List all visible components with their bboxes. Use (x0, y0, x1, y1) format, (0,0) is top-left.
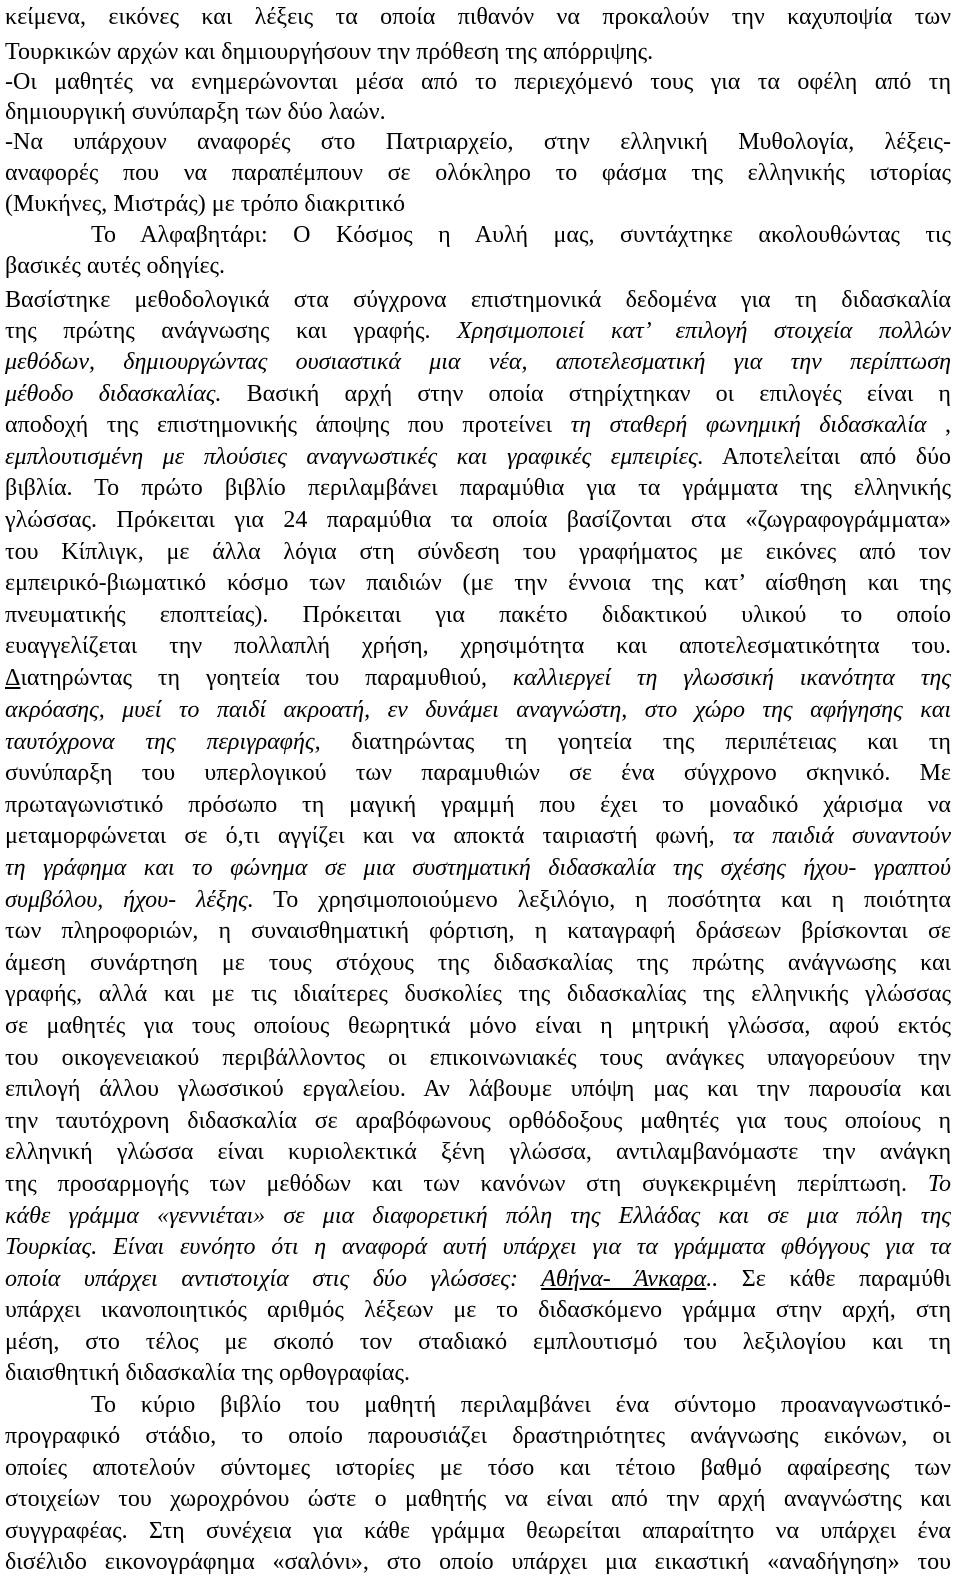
text-line: της προσαρμογής των μεθόδων και των κανόνων στη συγκεκριμένη περίπτωση. Το (5, 1171, 951, 1197)
text-line: συγγραφέας. Στη συνέχεια για κάθε γράμμα θεωρείται απαραίτητο να υπάρχει ένα (5, 1518, 951, 1544)
text-line: (Μυκήνες, Μιστράς) με τρόπο διακριτικό (5, 191, 405, 217)
text-line: διαισθητική διδασκαλία της ορθογραφίας. (5, 1360, 410, 1386)
text-line: μέση, στο τέλος με σκοπό τον σταδιακό εμπλουτισμό του λεξιλογίου και τη (5, 1329, 951, 1355)
text-line: βιβλία. Το πρώτο βιβλίο περιλαμβάνει παραμύθια για τα γράμματα της ελληνικής (5, 475, 951, 501)
text-line: της πρώτης ανάγνωσης και γραφής. Χρησιμοποιεί κατ’ επιλογή στοιχεία πολλών (5, 318, 951, 344)
text-line: του Κίπλιγκ, με άλλα λόγια στη σύνδεση του γραφήματος με εικόνες από τον (5, 539, 951, 565)
text-line: -Οι μαθητές να ενημερώνονται μέσα από το περιεχόμενό τους για τα οφέλη από τη (5, 69, 951, 95)
text-line: αναφορές που να παραπέμπουν σε ολόκληρο το φάσμα της ελληνικής ιστορίας (5, 160, 951, 186)
text-line: Το κύριο βιβλίο του μαθητή περιλαμβάνει ένα σύντομο προαναγνωστικό- (91, 1392, 951, 1418)
text-line: Τουρκικών αρχών και δημιουργήσουν την πρόθεση της απόρριψης. (5, 39, 654, 65)
text-line: ευαγγελίζεται την πολλαπλή χρήση, χρησιμότητα και αποτελεσματικότητα του. (5, 633, 951, 659)
text-line: πρωταγωνιστικό πρόσωπο τη μαγική γραμμή που έχει το μοναδικό χάρισμα να (5, 792, 951, 818)
text-line: προγραφικό στάδιο, το οποίο παρουσιάζει δραστηριότητες ανάγνωσης εικόνων, οι (5, 1423, 951, 1449)
text-line: Το Αλφαβητάρι: Ο Κόσμος η Αυλή μας, συντάχτηκε ακολουθώντας τις (91, 222, 952, 248)
text-line: μεθόδων, δημιουργώντας ουσιαστικά μια νέα, αποτελεσματική για την περίπτωση (5, 349, 951, 375)
text-line: συνύπαρξη του υπερλογικού των παραμυθιών σε ένα σύγχρονο σκηνικό. Με (5, 760, 951, 786)
text-line: ελληνική γλώσσα είναι κυριολεκτικά ξένη γλώσσα, αντιλαμβανόμαστε την ανάγκη (5, 1139, 951, 1165)
text-line: αποδοχή της επιστημονικής άποψης που προτείνει τη σταθερή φωνημική διδασκαλία , (5, 412, 951, 438)
text-line: ταυτόχρονα της περιγραφής, διατηρώντας τη γοητεία της περιπέτειας και τη (5, 729, 951, 755)
text-line: Τουρκίας. Είναι ευνόητο ότι η αναφορά αυτή υπάρχει για τα γράμματα φθόγγους για τα (5, 1234, 951, 1260)
text-line: στοιχείων του χωροχρόνου ώστε ο μαθητής να είναι από την αρχή αναγνώστης και (5, 1486, 951, 1512)
text-line: των πληροφοριών, η συναισθηματική φόρτιση, η καταγραφή δράσεων βρίσκονται σε (5, 918, 951, 944)
text-line: κάθε γράμμα «γεννιέται» σε μια διαφορετική πόλη της Ελλάδας και σε μια πόλη της (5, 1203, 951, 1229)
text-line: οποία υπάρχει αντιστοιχία στις δύο γλώσσες: Αθήνα- Άνκαρα.. Σε κάθε παραμύθι (5, 1266, 952, 1292)
text-line: κείμενα, εικόνες και λέξεις τα οποία πιθανόν να προκαλούν την καχυποψία των (5, 4, 951, 30)
text-line: του οικογενειακού περιβάλλοντος οι επικοινωνιακές τους ανάγκες υπαγορεύουν την (5, 1045, 951, 1071)
text-line: δισέλιδο εικονογράφημα «σαλόνι», στο οποίο υπάρχει μια εικαστική «αναδήγηση» του (5, 1549, 951, 1575)
text-line: πνευματικής εποπτείας). Πρόκειται για πακέτο διδακτικού υλικού το οποίο (5, 602, 951, 628)
text-line: άμεση συνάρτηση με τους στόχους της διδασκαλίας της πρώτης ανάγνωσης και (5, 950, 951, 976)
text-line: Βασίστηκε μεθοδολογικά στα σύγχρονα επιστημονικά δεδομένα για τη διδασκαλία (5, 287, 951, 313)
text-line: βασικές αυτές οδηγίες. (5, 253, 226, 279)
text-line: ακρόασης, μυεί το παιδί ακροατή, εν δυνάμει αναγνώστη, στο χώρο της αφήγησης και (5, 697, 951, 723)
text-line: οποίες αποτελούν σύντομες ιστορίες με τόσο και τέτοιο βαθμό αφαίρεσης των (5, 1455, 951, 1481)
text-line: δημιουργική συνύπαρξη των δύο λαών. (5, 99, 386, 125)
text-line: μεταμορφώνεται σε ό,τι αγγίζει και να αποκτά ταιριαστή φωνή, τα παιδιά συναντούν (5, 823, 951, 849)
text-line: εμπλουτισμένη με πλούσιες αναγνωστικές και γραφικές εμπειρίες. Αποτελείται από δύο (5, 444, 951, 470)
text-line: σε μαθητές για τους οποίους θεωρητικά μόνο είναι η μητρική γλώσσα, αφού εκτός (5, 1013, 951, 1039)
text-line: συμβόλου, ήχου- λέξης. Το χρησιμοποιούμενο λεξιλόγιο, η ποσότητα και η ποιότητα (5, 887, 951, 913)
text-line: -Να υπάρχουν αναφορές στο Πατριαρχείο, στην ελληνική Μυθολογία, λέξεις- (5, 129, 951, 155)
text-line: υπάρχει ικανοποιητικός αριθμός λέξεων με το διδασκόμενο γράμμα στην αρχή, στη (5, 1297, 951, 1323)
text-line: τη γράφημα και το φώνημα σε μια συστηματική διδασκαλία της σχέσης ήχου- γραπτού (5, 855, 951, 881)
text-line: Διατηρώντας τη γοητεία του παραμυθιού, καλλιεργεί τη γλωσσική ικανότητα της (5, 665, 951, 691)
text-line: επιλογή άλλου γλωσσικού εργαλείου. Αν λάβουμε υπόψη μας και την παρουσία και (5, 1076, 951, 1102)
text-line: γραφής, αλλά και με τις ιδιαίτερες δυσκολίες της διδασκαλίας της ελληνικής γλώσσας (5, 981, 951, 1007)
text-line: γλώσσας. Πρόκειται για 24 παραμύθια τα οποία βασίζονται στα «ζωγραφογράμματα» (5, 507, 951, 533)
text-line: μέθοδο διδασκαλίας. Βασική αρχή στην οποία στηρίχτηκαν οι επιλογές είναι η (5, 381, 951, 407)
text-line: την ταυτόχρονη διδασκαλία σε αραβόφωνους ορθόδοξους μαθητές για τους οποίους η (5, 1108, 951, 1134)
text-line: εμπειρικό-βιωματικό κόσμο των παιδιών (με την έννοια της κατ’ αίσθηση και της (5, 570, 951, 596)
